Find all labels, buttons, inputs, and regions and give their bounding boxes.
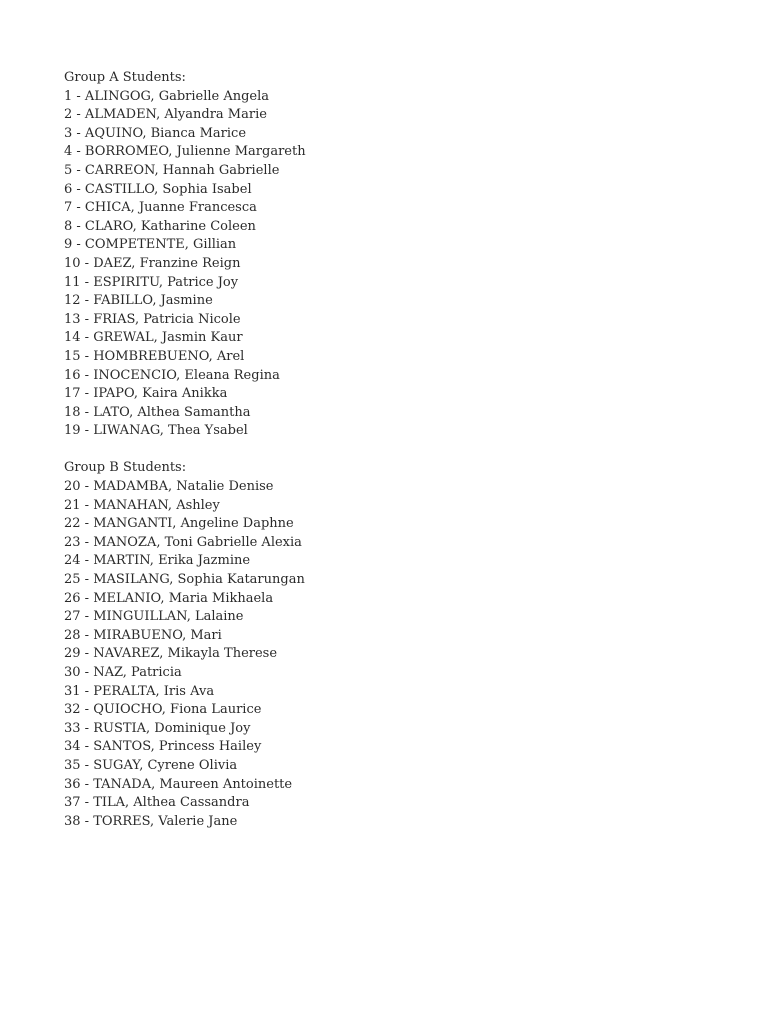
student-entry: 38 - TORRES, Valerie Jane [64, 813, 238, 829]
student-entry: 18 - LATO, Althea Samantha [64, 404, 251, 420]
document-page [64, 69, 744, 831]
student-entry: 35 - SUGAY, Cyrene Olivia [64, 757, 238, 773]
student-entry: 2 - ALMADEN, Alyandra Marie [64, 107, 267, 123]
group-b-heading: Group B Students: [64, 460, 187, 476]
student-entry: 31 - PERALTA, Iris Ava [64, 683, 215, 699]
student-entry: 23 - MANOZA, Toni Gabrielle Alexia [64, 534, 302, 550]
student-entry: 37 - TILA, Althea Cassandra [64, 795, 250, 811]
student-entry: 8 - CLARO, Katharine Coleen [64, 218, 256, 234]
student-entry: 3 - AQUINO, Bianca Marice [64, 125, 247, 141]
student-entry: 28 - MIRABUENO, Mari [64, 627, 222, 643]
student-entry: 34 - SANTOS, Princess Hailey [64, 739, 262, 755]
student-entry: 12 - FABILLO, Jasmine [64, 293, 213, 309]
group-b-section [64, 459, 744, 831]
student-entry: 5 - CARREON, Hannah Gabrielle [64, 162, 280, 178]
student-entry: 33 - RUSTIA, Dominique Joy [64, 720, 251, 736]
group-b-student-list [64, 478, 744, 831]
student-entry: 20 - MADAMBA, Natalie Denise [64, 479, 274, 495]
student-entry: 16 - INOCENCIO, Eleana Regina [64, 367, 280, 383]
student-entry: 14 - GREWAL, Jasmin Kaur [64, 330, 243, 346]
student-entry: 15 - HOMBREBUENO, Arel [64, 348, 245, 364]
student-entry: 19 - LIWANAG, Thea Ysabel [64, 423, 248, 439]
student-entry: 29 - NAVAREZ, Mikayla Therese [64, 646, 278, 662]
student-entry: 24 - MARTIN, Erika Jazmine [64, 553, 251, 569]
student-entry: 6 - CASTILLO, Sophia Isabel [64, 181, 252, 197]
student-entry: 30 - NAZ, Patricia [64, 665, 182, 680]
student-entry: 36 - TANADA, Maureen Antoinette [64, 776, 293, 792]
student-entry: 9 - COMPETENTE, Gillian [64, 237, 237, 253]
student-entry: 4 - BORROMEO, Julienne Margareth [64, 144, 306, 160]
student-entry: 10 - DAEZ, Franzine Reign [64, 255, 241, 271]
student-entry: 27 - MINGUILLAN, Lalaine [64, 609, 244, 625]
student-entry: 25 - MASILANG, Sophia Katarungan [64, 572, 305, 588]
student-entry: 1 - ALINGOG, Gabrielle Angela [64, 88, 270, 104]
student-entry: 21 - MANAHAN, Ashley [64, 497, 220, 513]
student-entry: 22 - MANGANTI, Angeline Daphne [64, 516, 294, 532]
group-a-section [64, 69, 744, 441]
student-entry: 13 - FRIAS, Patricia Nicole [64, 311, 241, 327]
student-entry: 26 - MELANIO, Maria Mikhaela [64, 590, 274, 606]
student-entry: 11 - ESPIRITU, Patrice Joy [64, 274, 239, 290]
group-a-student-list [64, 88, 744, 441]
student-entry: 7 - CHICA, Juanne Francesca [64, 200, 257, 216]
student-entry: 32 - QUIOCHO, Fiona Laurice [64, 702, 262, 718]
student-entry: 17 - IPAPO, Kaira Anikka [64, 386, 228, 402]
group-a-heading: Group A Students: [64, 70, 186, 85]
